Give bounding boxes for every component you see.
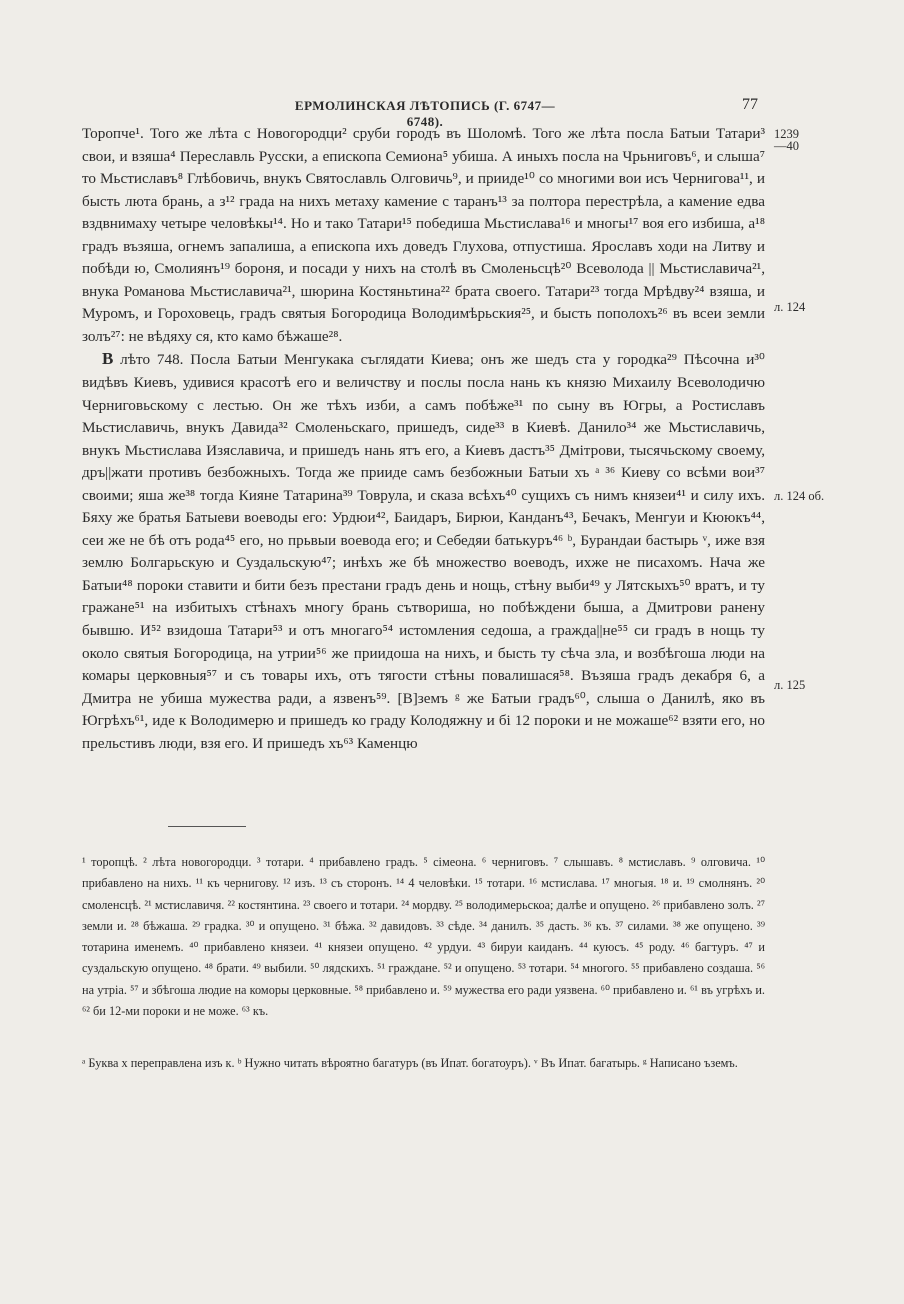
- editor-notes: [82, 1053, 765, 1074]
- paragraph-2: [82, 348, 765, 755]
- paragraph-2-text: лѣто 748. Посла Батыи Менгукака съглядати Киева; онъ же шедъ ста у городка²⁹ Пѣсочна и³⁰ видѣвъ Киевъ, удивися красотѣ его и величству и послы посла нань къ князю Михаилу Всеволодичю Черниговьскому с лестью. Он же тѣхъ изби, а самъ побѣже³¹ по сыну въ Югры, а Ростиславъ Мьстиславичь, внукъ Давида³² Смоленьскаго, пришедъ, сиде³³ в Киевѣ. Данило³⁴ же Мьстиславичь, внукъ Мьстислава Изяславича, и пришедъ нань ятъ его, а Киевъ дастъ³⁵ Дмітрови, тысячьскому своему, дръ||жати противъ безбожныхъ. Тогда же прииде самъ безбожныи Батыи хъ ᵃ ³⁶ Киеву со всѣми вои³⁷ своими; яша же³⁸ тогда Кияне Татарина³⁹ Товрула, и сказа всѣхъ⁴⁰ сущихъ съ нимъ князеи⁴¹ и силу ихъ. Бяху же братья Батыеви воеводы его: Урдюи⁴², Баидаръ, Бирюи, Канданъ⁴³, Бечакъ, Менгуи и Кююкъ⁴⁴, сеи же не бѣ отъ рода⁴⁵ его, но прьвыи воевода его; и Себедяи батькуръ⁴⁶ ᵇ, Бурандаи бастырь ᵛ, иже взя землю Болгарьскую и Суздальскую⁴⁷; инѣхъ же бѣ множество воеводъ, ихже не писахомъ. Нача же Батыи⁴⁸ пороки ставити и бити безъ престани градъ день и нощь, стѣну выби⁴⁹ у Лятскыхъ⁵⁰ вратъ, и ту гражане⁵¹ на избитыхъ стѣнахъ многу брань сътвориша, но побѣждени быша, а Дмитрови ранену бывшю. И⁵² взидоша Татари⁵³ и отъ многаго⁵⁴ истомления седоша, а гражда||не⁵⁵ си градъ в нощь ту около святыя Богородица, на утрии⁵⁶ же приидоша на нихъ, и бысть ту сѣча зла, и возбѣгоша люди на комары церковныя⁵⁷ и съ товары ихъ, отъ тягости стѣны повалишася⁵⁸. Възяша градъ декабря 6, а Дмитра не убиша мужества ради, а язвенъ⁵⁹. [В]земъ ᵍ же Батыи градъ⁶⁰, слыша о Данилѣ, яко въ Югрѣхъ⁶¹, иде к Володимерю и пришедъ ко граду Колодяжну и бі 12 пороки и не можаше⁶² взяти его, но прельстивъ люди, взя его. И пришедъ хъ⁶³ Каменцю: [82, 351, 765, 752]
- margin-leaf-125: л. 125: [774, 678, 806, 692]
- footnotes: [82, 852, 765, 1022]
- footnote-divider: [168, 826, 246, 827]
- drop-initial: В: [102, 349, 114, 369]
- running-head: ЕРМОЛИНСКАЯ ЛѢТОПИСЬ (Г. 6747—6748).: [294, 98, 556, 129]
- margin-leaf-124: л. 124: [774, 300, 806, 314]
- main-text: [82, 123, 765, 755]
- margin-year: 1239 —40: [774, 127, 799, 153]
- editor-notes-text: ᵃ Буква х переправлена изъ к. ᵇ Нужно читать вѣроятно багатуръ (въ Ипат. богатоуръ). ᵛ Въ Ипат. багатырь. ᵍ Написано ъземъ.: [82, 1056, 738, 1070]
- margin-leaf-124ob: л. 124 об.: [774, 489, 825, 503]
- paragraph-1: Торопче¹. Того же лѣта с Новогородци² сруби городъ въ Шоломѣ. Того же лѣта посла Батыи Татари³ свои, и взяша⁴ Переславль Русски, а епископа Семиона⁵ убиша. А иныхъ посла на Чрьниговъ⁶, и слыша⁷ то Мьстиславъ⁸ Глѣбовичь, внукъ Святославль Олговичь⁹, и прииде¹⁰ со многими вои исъ Чернигова¹¹, и бысть люта брань, а з¹² града на нихъ метаху камение с таранъ¹³ за полтора перестрѣла, а камение едва вздвнимаху четыре человѣкы¹⁴. Но и тако Татари¹⁵ победиша Мьстислава¹⁶ и многы¹⁷ воя его избиша, а¹⁸ градъ възяша, огнемъ запалиша, а епископа ихъ доведъ Глухова, отпустиша. Ярославъ ходи на Литву и побѣди ю, Смолиянъ¹⁹ бороня, и посади у нихъ на столѣ въ Смоленьсцѣ²⁰ Всеволода || Мьстиславича²¹, внука Романова Мьстиславича²¹, шюрина Костяньтина²² брата своего. Татари²³ тогда Мрѣдву²⁴ взяша, и Муромъ, и Гороховець, градъ святыя Богородица Володимѣрьския²⁵, и бысть пополохъ²⁶ въ всеи земли золъ²⁷: не вѣдяху ся, кто камо бѣжаше²⁸.: [82, 125, 765, 345]
- page-number: 77: [742, 96, 758, 113]
- footnotes-text: ¹ торопцѣ. ² лѣта новогородци. ³ тотари. ⁴ прибавлено градъ. ⁵ сімеона. ⁶ черниговъ. ⁷ слышавъ. ⁸ мстиславъ. ⁹ олговича. ¹⁰ прибавлено на нихъ. ¹¹ къ чернигову. ¹² изъ. ¹³ съ сторонъ. ¹⁴ 4 человѣки. ¹⁵ тотари. ¹⁶ мстислава. ¹⁷ многыя. ¹⁸ и. ¹⁹ смолнянъ. ²⁰ смоленсцѣ. ²¹ мстиславичя. ²² костянтина. ²³ своего и тотари. ²⁴ мордву. ²⁵ володимерьскоа; далѣе и опущено. ²⁶ прибавлено золъ. ²⁷ земли и. ²⁸ бѣжаша. ²⁹ градка. ³⁰ и опущено. ³¹ бѣжа. ³² давидовъ. ³³ сѣде. ³⁴ данилъ. ³⁵ дасть. ³⁶ къ. ³⁷ силами. ³⁸ же опущено. ³⁹ тотарина именемъ. ⁴⁰ прибавлено князеи. ⁴¹ князеи опущено. ⁴² урдуи. ⁴³ бируи каиданъ. ⁴⁴ куюсъ. ⁴⁵ роду. ⁴⁶ багтуръ. ⁴⁷ и суздальскую опущено. ⁴⁸ брати. ⁴⁹ выбили. ⁵⁰ лядскихъ. ⁵¹ граждане. ⁵² и опущено. ⁵³ тотари. ⁵⁴ многого. ⁵⁵ прибавлено создаша. ⁵⁶ на утріа. ⁵⁷ и збѣгоша людие на коморы церковные. ⁵⁸ прибавлено и. ⁵⁹ мужества его ради уязвена. ⁶⁰ прибавлено и. ⁶¹ въ угрѣхъ и. ⁶² би 12-ми пороки и не може. ⁶³ къ.: [82, 855, 765, 1019]
